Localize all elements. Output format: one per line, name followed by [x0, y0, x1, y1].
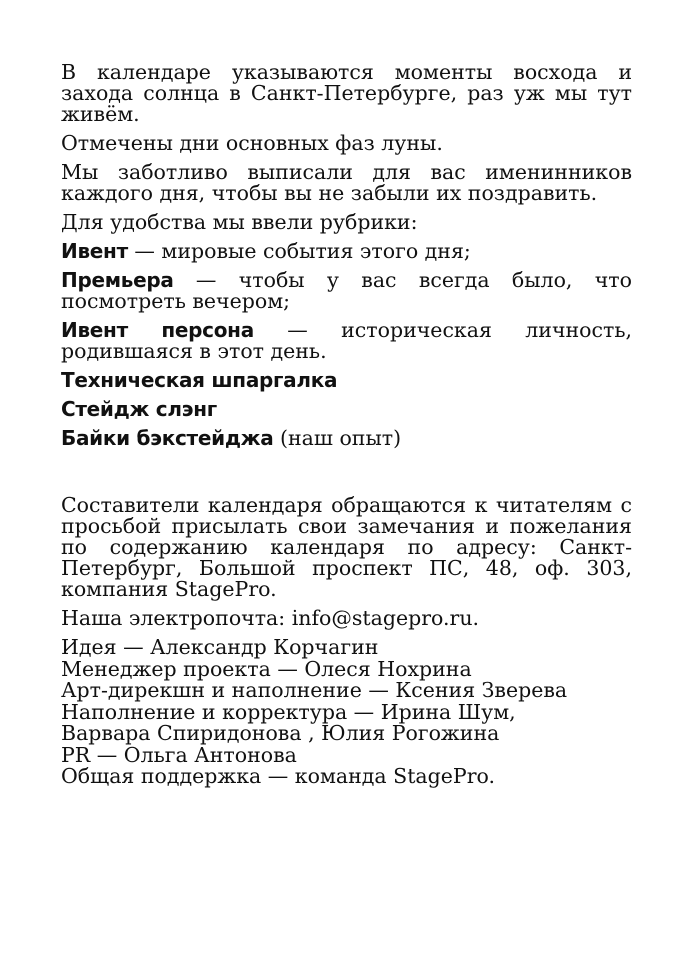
rubric-premiere-name: Премьера	[61, 268, 174, 292]
document-page	[61, 62, 632, 788]
contact-address-paragraph: Составители календаря обращаются к читателям с просьбой присылать свои замечания и пожелания по содержанию календаря по адресу: Санкт-Петербург, Большой проспект ПС, 48, оф. 303, компания StagePro.	[61, 493, 632, 601]
rubric-backstage-name: Байки бэкстейджа	[61, 426, 274, 450]
rubric-person-name: Ивент персона	[61, 318, 254, 342]
credit-line: Варвара Спиридонова , Юлия Рогожина	[61, 721, 500, 745]
rubric-premiere-desc: — чтобы у вас всегда было, что посмотреть вечером;	[61, 268, 632, 313]
intro-namedays-paragraph: Мы заботливо выписали для вас именинников каждого дня, чтобы вы не забыли их поздравить.	[61, 160, 632, 205]
credit-line: Менеджер проекта — Олеся Нохрина	[61, 656, 472, 681]
rubric-premiere	[61, 270, 632, 312]
credit-line: PR — Ольга Антонова	[61, 742, 297, 767]
rubric-tech-name: Техническая шпаргалка	[61, 368, 338, 392]
rubric-backstage	[61, 428, 632, 449]
rubric-backstage-desc: (наш опыт)	[273, 426, 402, 450]
contact-email-paragraph: Наша электропочта: info@stagepro.ru.	[61, 606, 480, 630]
credits-block	[61, 637, 632, 788]
intro-sun-paragraph: В календаре указываются моменты восхода и захода солнца в Санкт-Петербурге, раз уж мы тут живём.	[61, 60, 632, 126]
credit-line: Общая поддержка — команда StagePro.	[61, 764, 496, 788]
intro-rubrics-paragraph: Для удобства мы ввели рубрики:	[61, 210, 418, 234]
rubric-person-desc: — историческая личность, родившаяся в этот день.	[61, 318, 633, 363]
rubric-person	[61, 320, 632, 362]
intro-moon-paragraph: Отмечены дни основных фаз луны.	[61, 131, 443, 155]
credit-line: Арт-дирекшн и наполнение — Ксения Зверева	[61, 678, 568, 702]
credit-line: Наполнение и корректура — Ирина Шум,	[61, 699, 516, 724]
rubric-event-name: Ивент	[61, 239, 128, 263]
rubric-tech	[61, 370, 632, 391]
rubric-event	[61, 241, 632, 262]
rubric-event-desc: — мировые события этого дня;	[127, 239, 471, 263]
credit-line: Идея — Александр Корчагин	[61, 635, 379, 659]
rubric-slang	[61, 399, 632, 420]
rubric-slang-name: Стейдж слэнг	[61, 397, 217, 421]
